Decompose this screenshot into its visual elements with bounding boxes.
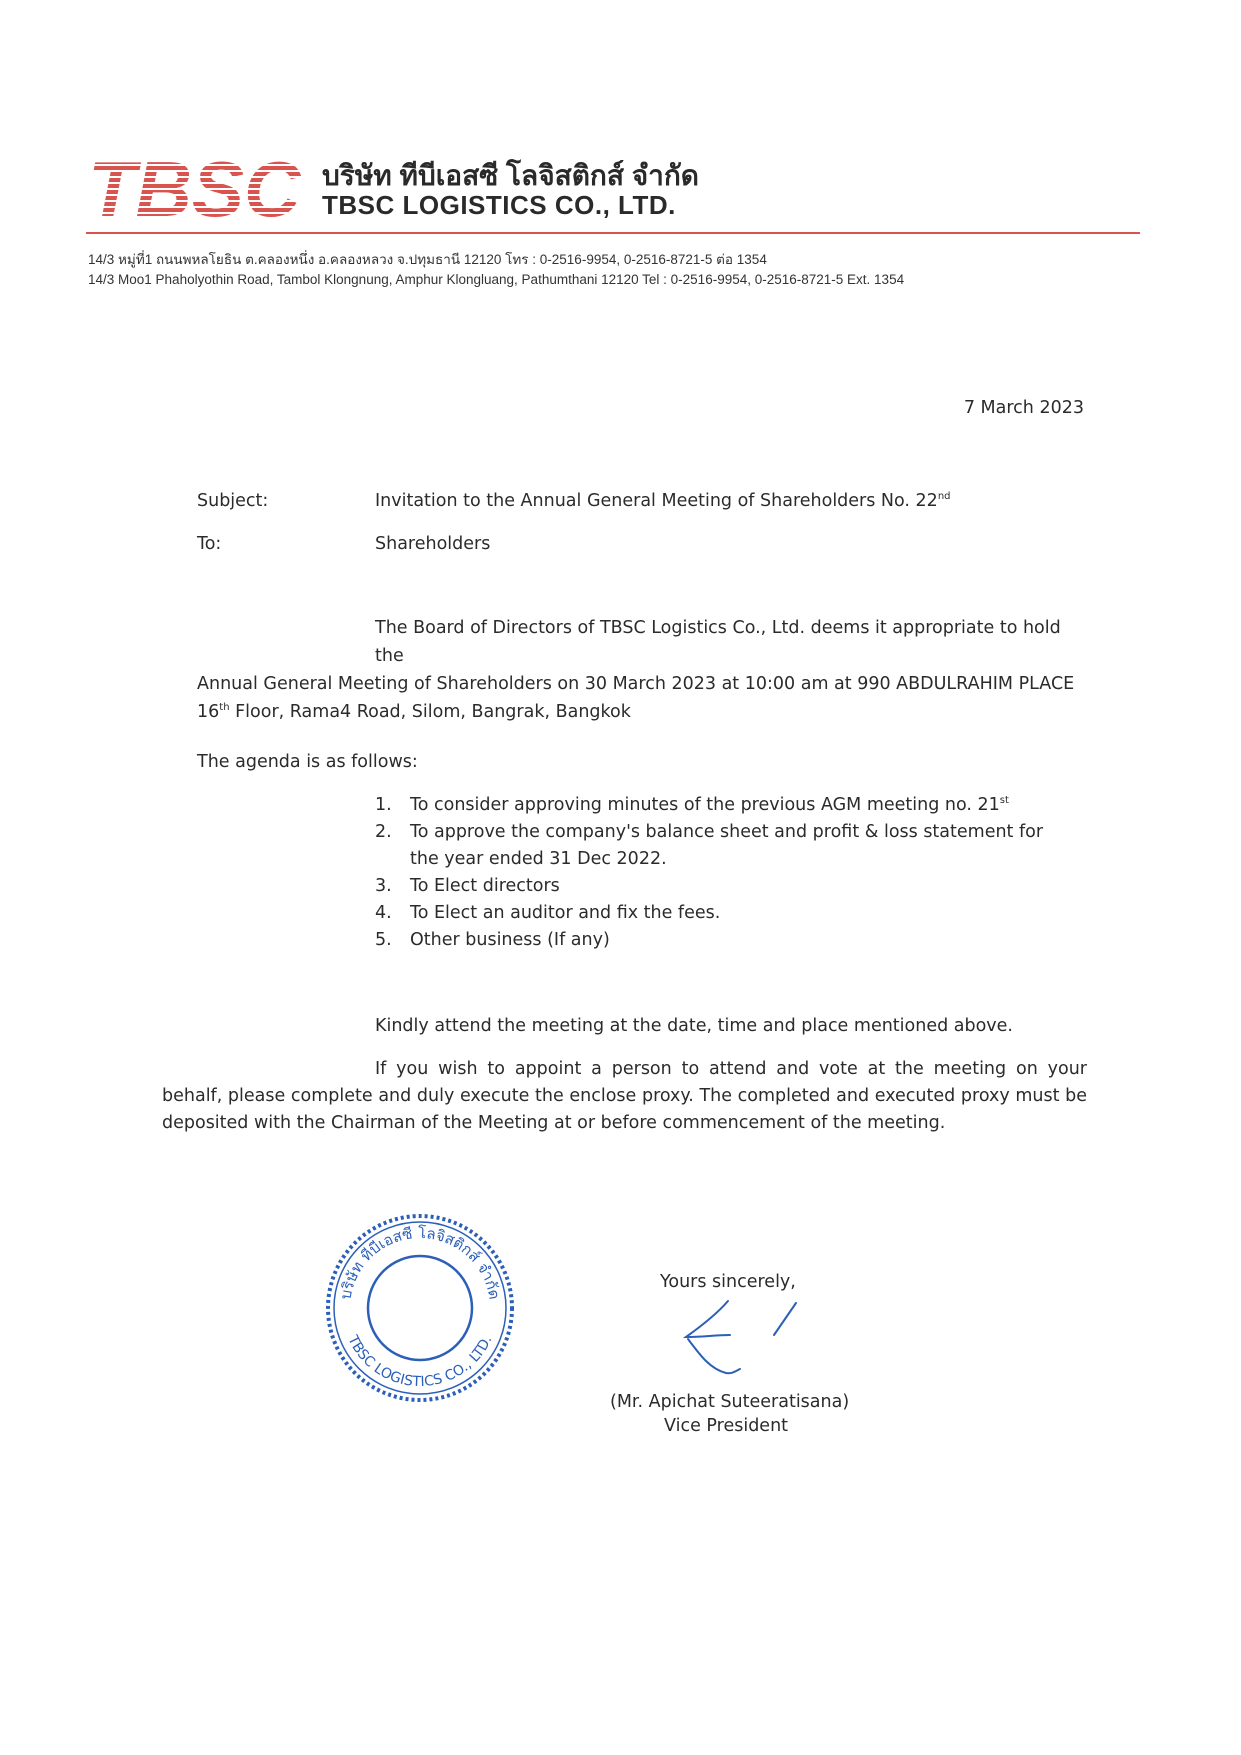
agenda-item: 5. Other business (If any) [375,930,610,950]
agenda-item: 4. To Elect an auditor and fix the fees. [375,903,721,923]
company-seal [320,1208,520,1408]
subject-text [375,491,951,511]
invitation-paragraph [197,614,1085,726]
letter-date: 7 March 2023 [963,398,1084,418]
company-logo [86,148,306,228]
seal-text-bottom: TBSC LOGISTICS CO., LTD. [344,1333,496,1391]
proxy-paragraph [162,1056,1087,1137]
signer-title: Vice President [664,1416,789,1436]
para1-line2: Annual General Meeting of Shareholders on 30 March 2023 at 10:00 am at 990 ABDULRAHIM PLACE [197,674,1075,694]
proxy-indent [162,1059,375,1079]
company-name-english: TBSC LOGISTICS CO., LTD. [322,190,676,220]
address-english: 14/3 Moo1 Phaholyothin Road, Tambol Klongnung, Amphur Klongluang, Pathumthani 12120 Tel : 0-2516-9954, 0-2516-8721-5 Ext. 1354 [88,272,905,287]
to-text: Shareholders [375,534,491,554]
svg-text:บริษัท ทีบีเอสซี โลจิสติกส์ จำ [337,1224,504,1301]
subject-main: Invitation to the Annual General Meeting of Shareholders No. 22 [375,491,938,511]
handwritten-signature [680,1295,810,1385]
agenda-item: 1. To consider approving minutes of the previous AGM meeting no. 21st [375,795,1009,815]
seal-text-top: บริษัท ทีบีเอสซี โลจิสติกส์ จำกัด [336,1223,504,1301]
para1-line3: 16th Floor, Rama4 Road, Silom, Bangrak, Bangkok [197,702,631,722]
agenda-list [375,792,1075,954]
attendance-request: Kindly attend the meeting at the date, time and place mentioned above. [375,1016,1013,1036]
address-thai: 14/3 หมู่ที่1 ถนนพหลโยธิน ต.คลองหนึ่ง อ.คลองหลวง จ.ปทุมธานี 12120 โทร : 0-2516-9954, 0-2516-8721-5 ต่อ 1354 [88,252,767,267]
agenda-item: 2. To approve the company's balance sheet and profit & loss statement for the year ended 31 Dec 2022. [375,822,1044,869]
agenda-intro: The agenda is as follows: [197,752,418,772]
para1-line1: The Board of Directors of TBSC Logistics Co., Ltd. deems it appropriate to hold the [375,618,1061,666]
to-label: To: [197,534,222,554]
proxy-text: If you wish to appoint a person to attend and vote at the meeting on your behalf, please complete and duly execute the enclose proxy. The completed and executed proxy must be deposited with the Chairman of the Meeting at or before commencement of the meeting. [162,1059,1087,1133]
logo-text: TBSC [88,148,301,228]
signer-name: (Mr. Apichat Suteeratisana) [610,1392,850,1412]
closing-salutation: Yours sincerely, [660,1272,796,1292]
agenda-item: 3. To Elect directors [375,876,560,896]
letterhead-divider [86,232,1140,234]
subject-label: Subject: [197,491,269,511]
subject-superscript: nd [937,491,951,503]
company-name-thai: บริษัท ทีบีเอสซี โลจิสติกส์ จำกัด [322,160,699,191]
